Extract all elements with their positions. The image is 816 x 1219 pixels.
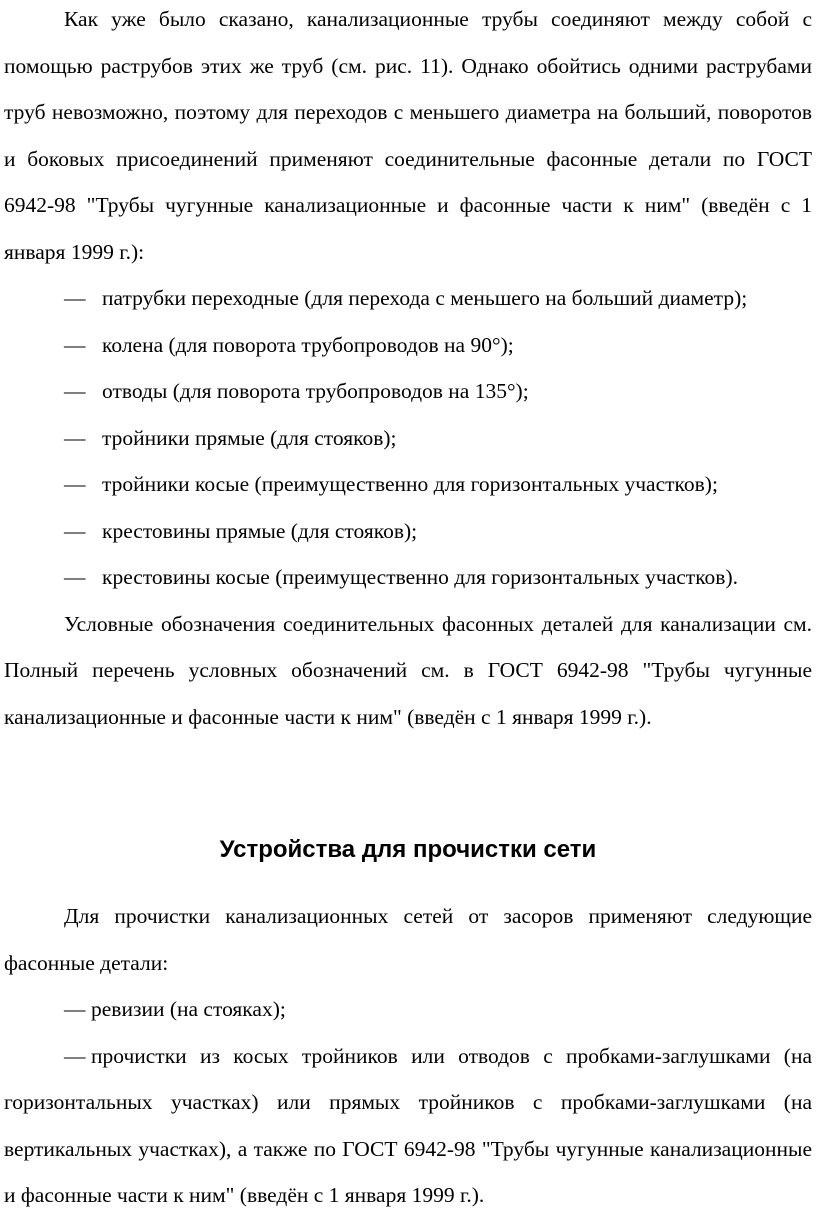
list-item <box>4 461 812 508</box>
cleaning-section <box>4 893 812 1219</box>
dash-bullet: — <box>64 472 86 496</box>
dash-bullet: — <box>64 518 86 543</box>
list-item-text: тройники прямые (для стояков); <box>102 425 397 450</box>
list-item-text: тройники косые (преимущественно для горизонтальных участков); <box>102 472 718 496</box>
list-item-text: крестовины прямые (для стояков); <box>102 518 418 543</box>
list-item-text: отводы (для поворота трубопроводов на 135°); <box>102 379 529 403</box>
list-item <box>4 322 812 369</box>
dash-bullet: — <box>64 997 86 1021</box>
list-item <box>4 554 812 601</box>
dash-bullet: — <box>64 286 86 310</box>
notation-paragraph: Условные обозначения соединительных фасонных деталей для канализации см. Полный перечень условных обозначений см. в ГОСТ 6942-98 "Трубы чугунные канализационные и фасонные части к ним" (введён с 1 января 1999 г.). <box>4 611 812 729</box>
dash-bullet: — <box>64 332 86 357</box>
section-title: Устройства для прочистки сети <box>219 836 597 863</box>
list-item <box>4 1033 812 1219</box>
list-item <box>4 275 812 322</box>
list-item-text: патрубки переходные (для перехода с меньшего на больший диаметр); <box>102 286 748 310</box>
list-item-text: колена (для поворота трубопроводов на 90°); <box>102 332 514 357</box>
list-item-text: ревизии (на стояках); <box>91 997 286 1021</box>
intro-paragraph: Как уже было сказано, канализационные трубы соединяют между собой с помощью раструбов этих же труб (см. рис. 11). Однако обойтись одними раструбами труб невозможно, поэтому для переходов с меньшего диаметра на больший, поворотов и боковых присоединений применяют соединительные фасонные детали по ГОСТ 6942-98 "Трубы чугунные канализационные и фасонные части к ним" (введён с 1 января 1999 г.): <box>4 7 812 264</box>
list-item <box>4 508 812 555</box>
dash-bullet: — <box>64 425 86 450</box>
dash-bullet: — <box>64 565 86 589</box>
dash-bullet: — <box>64 1043 86 1068</box>
list-item <box>4 368 812 415</box>
list-item-text: крестовины косые (преимущественно для горизонтальных участков). <box>102 565 738 589</box>
list-item-text: прочистки из косых тройников или отводов с пробками-заглушками (на горизонтальных участках) или прямых тройников с пробками-заглушками (на вертикальных участках), а также по ГОСТ 6942-98 "Трубы чугунные канализационные и фасонные части к ним" (введён с 1 января 1999 г.). <box>4 1043 812 1207</box>
list-item <box>4 415 812 462</box>
fittings-list <box>4 275 812 601</box>
list-item <box>4 986 812 1033</box>
cleaning-intro-paragraph: Для прочистки канализационных сетей от засоров применяют следующие фасонные детали: <box>4 904 812 975</box>
dash-bullet: — <box>64 379 86 403</box>
